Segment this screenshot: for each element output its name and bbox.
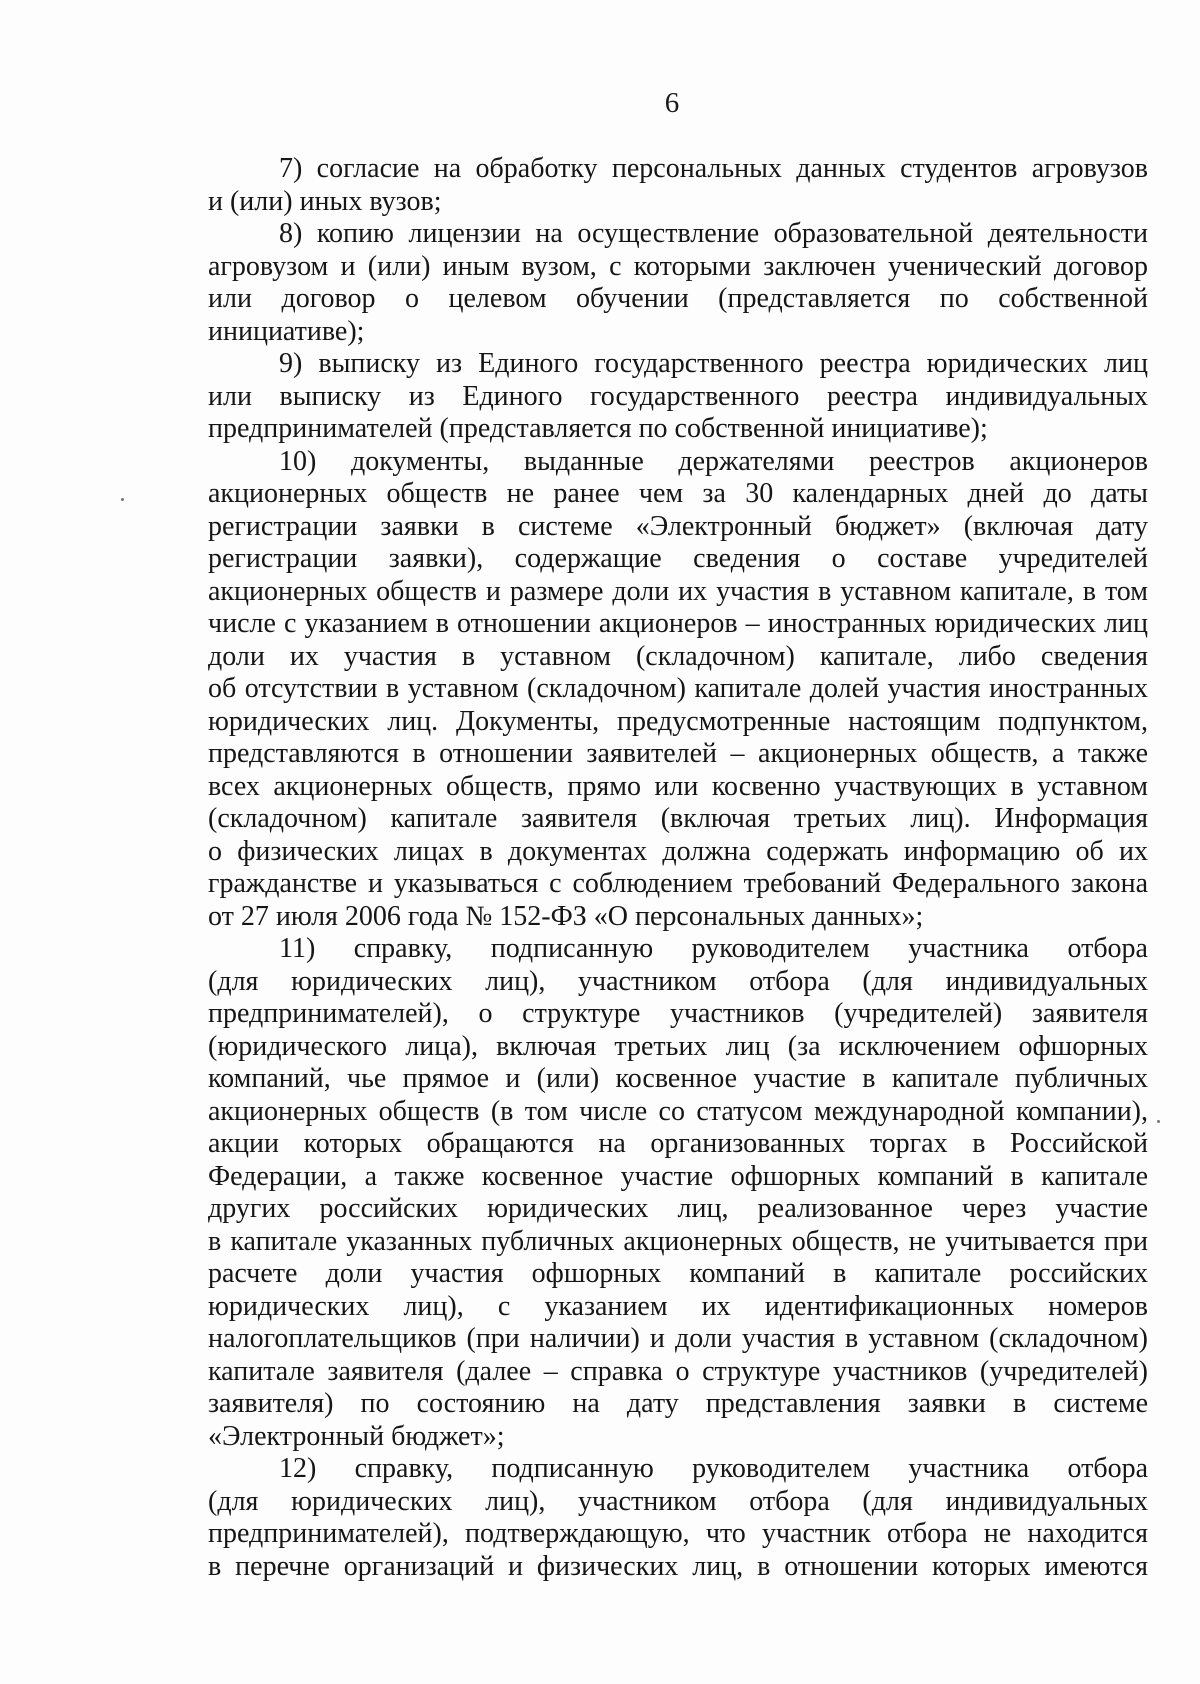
text-line: предпринимателей), подтверждающую, что участник отбора не находится (208, 1518, 1148, 1549)
text-line: (для юридических лиц), участником отбора (для индивидуальных (208, 965, 1148, 997)
text-line: или договор о целевом обучении (представляется по собственной (208, 283, 1148, 314)
text-line: акции которых обращаются на организованных торгах в Российской (208, 1128, 1148, 1159)
text-line: регистрации заявки), содержащие сведения о составе учредителей (208, 543, 1148, 574)
text-line: об отсутствии в уставном (складочном) капитале долей участия иностранных (208, 673, 1148, 704)
text-line: в капитале указанных публичных акционерных обществ, не учитывается при (208, 1225, 1148, 1257)
text-line: (юридического лица), включая третьих лиц (за исключением офшорных (208, 1030, 1148, 1062)
text-line: и (или) иных вузов; (208, 185, 442, 217)
text-line: о физических лицах в документах должна содержать информацию об их (208, 835, 1148, 867)
text-line: числе с указанием в отношении акционеров – иностранных юридических лиц (208, 608, 1148, 639)
text-line: агровузом и (или) иным вузом, с которыми заключен ученический договор (208, 250, 1148, 282)
text-line: предпринимателей (представляется по собственной инициативе); (208, 413, 988, 444)
text-line: расчете доли участия офшорных компаний в капитале российских (208, 1258, 1148, 1289)
text-line: всех акционерных обществ, прямо или косвенно участвующих в уставном (208, 770, 1148, 802)
text-line: предпринимателей), о структуре участников (учредителей) заявителя (208, 998, 1148, 1029)
text-line: акционерных обществ (в том числе со статусом международной компании), (208, 1095, 1148, 1127)
text-line: доли их участия в уставном (складочном) капитале, либо сведения (208, 640, 1148, 672)
page-number: 6 (664, 87, 680, 119)
text-line: юридических лиц), с указанием их идентификационных номеров (208, 1290, 1148, 1322)
text-line: налогоплательщиков (при наличии) и доли участия в уставном (складочном) (208, 1323, 1148, 1354)
text-line: других российских юридических лиц, реализованное через участие (208, 1193, 1148, 1224)
text-line: «Электронный бюджет»; (208, 1420, 505, 1452)
text-line: гражданстве и указываться с соблюдением требований Федерального закона (208, 868, 1148, 899)
text-line: от 27 июля 2006 года № 152-ФЗ «О персональных данных»; (208, 900, 924, 932)
document-body (208, 153, 1148, 1583)
text-line: или выписку из Единого государственного реестра индивидуальных (208, 380, 1148, 412)
text-line: 9) выписку из Единого государственного реестра юридических лиц (279, 348, 1148, 379)
scan-speck (1157, 1120, 1160, 1123)
text-line: 10) документы, выданные держателями реестров акционеров (279, 445, 1148, 477)
text-line: компаний, чье прямое и (или) косвенное участие в капитале публичных (208, 1063, 1148, 1094)
text-line: 8) копию лицензии на осуществление образовательной деятельности (279, 218, 1148, 249)
text-line: инициативе); (208, 315, 365, 347)
text-line: Федерации, а также косвенное участие офшорных компаний в капитале (208, 1160, 1148, 1192)
text-line: 11) справку, подписанную руководителем участника отбора (279, 933, 1148, 964)
text-line: (для юридических лиц), участником отбора (для индивидуальных (208, 1485, 1148, 1517)
text-line: в перечне организаций и физических лиц, в отношении которых имеются (208, 1550, 1148, 1582)
text-line: 12) справку, подписанную руководителем участника отбора (279, 1453, 1148, 1484)
text-line: (складочном) капитале заявителя (включая третьих лиц). Информация (208, 803, 1148, 834)
text-line: 7) согласие на обработку персональных данных студентов агровузов (279, 153, 1148, 184)
text-line: представляются в отношении заявителей – акционерных обществ, а также (208, 738, 1148, 769)
text-line: акционерных обществ не ранее чем за 30 календарных дней до даты (208, 478, 1148, 509)
text-line: акционерных обществ и размере доли их участия в уставном капитале, в том (208, 575, 1148, 607)
text-line: юридических лиц. Документы, предусмотренные настоящим подпунктом, (208, 705, 1148, 737)
text-line: капитале заявителя (далее – справка о структуре участников (учредителей) (208, 1355, 1148, 1387)
scan-speck (121, 498, 124, 501)
text-line: регистрации заявки в системе «Электронный бюджет» (включая дату (208, 510, 1148, 542)
text-line: заявителя) по состоянию на дату представления заявки в системе (208, 1388, 1148, 1419)
